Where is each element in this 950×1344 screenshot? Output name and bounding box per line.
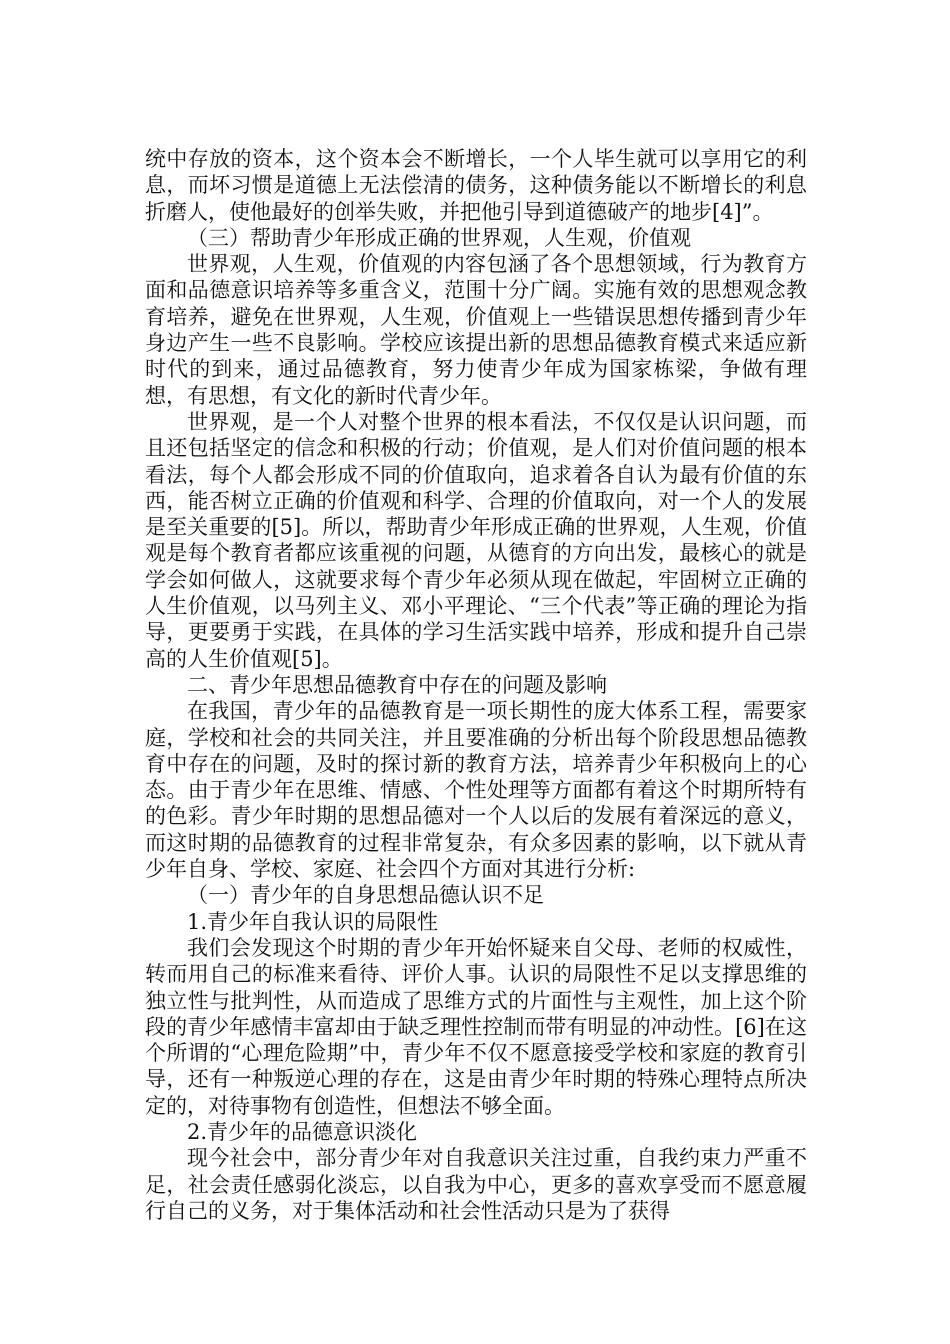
- subheading-self-cognition-limits: 1.青少年自我认识的局限性: [187, 909, 439, 934]
- paragraph-worldview-detail: 世界观，是一个人对整个世界的根本看法，不仅仅是认识问题，而且还包括坚定的信念和积极的行动；价值观，是人们对价值问题的根本看法，每个人都会形成不同的价值取向，追求着各自认为最有价值的东西，能否树立正确的价值观和科学、合理的价值取向，对一个人的发展是至关重要的[5]。所以，帮助青少年形成正确的世界观，人生观，价值观是每个教育者都应该重视的问题，从德育的方向出发，最核心的就是学会如何做人，这就要求每个青少年必须从现在做起，牢固树立正确的人生价值观，以马列主义、邓小平理论、“三个代表”等正确的理论为指导，更要勇于实践，在具体的学习生活实践中培养，形成和提升自己崇高的人生价值观[5]。: [145, 409, 807, 671]
- subheading-moral-awareness: 2.青少年的品德意识淡化: [187, 1119, 418, 1144]
- document-body: [145, 146, 807, 1224]
- paragraph-worldview-intro: 世界观，人生观，价值观的内容包涵了各个思想领域，行为教育方面和品德意识培养等多重含义，范围十分广阔。实施有效的思想观念教育培养，避免在世界观，人生观，价值观上一些错误思想传播到青少年身边产生一些不良影响。学校应该提出新的思想品德教育模式来适应新时代的到来，通过品德教育，努力使青少年成为国家栋梁，争做有理想，有思想，有文化的新时代青少年。: [145, 252, 807, 408]
- paragraph-continuation: 统中存放的资本，这个资本会不断增长，一个人毕生就可以享用它的利息，而坏习惯是道德上无法偿清的债务，这种债务能以不断增长的利息折磨人，使他最好的创举失败，并把他引导到道德破产的地步[4]”。: [145, 147, 807, 224]
- paragraph-moral-awareness: 现今社会中，部分青少年对自我意识关注过重，自我约束力严重不足，社会责任感弱化淡忘，以自我为中心，更多的喜欢享受而不愿意履行自己的义务，对于集体活动和社会性活动只是为了获得: [145, 1146, 807, 1223]
- paragraph-problems-intro: 在我国，青少年的品德教育是一项长期性的庞大体系工程，需要家庭，学校和社会的共同关注，并且要准确的分析出每个阶段思想品德教育中存在的问题，及时的探讨新的教育方法，培养青少年积极向上的心态。由于青少年在思维、情感、个性处理等方面都有着这个时期所特有的色彩。青少年时期的思想品德对一个人以后的发展有着深远的意义，而这时期的品德教育的过程非常复杂，有众多因素的影响，以下就从青少年自身、学校、家庭、社会四个方面对其进行分析:: [145, 699, 807, 882]
- subsection-heading-self-awareness: （一）青少年的自身思想品德认识不足: [187, 883, 544, 908]
- section-heading-problems: 二、青少年思想品德教育中存在的问题及影响: [187, 672, 607, 697]
- section-heading-worldview: （三）帮助青少年形成正确的世界观，人生观，价值观: [187, 225, 691, 250]
- paragraph-self-cognition: 我们会发现这个时期的青少年开始怀疑来自父母、老师的权威性，转而用自己的标准来看待、评价人事。认识的局限性不足以支撑思维的独立性与批判性，从而造成了思维方式的片面性与主观性，加上这个阶段的青少年感情丰富却由于缺乏理性控制而带有明显的冲动性。[6]在这个所谓的“心理危险期”中，青少年不仅不愿意接受学校和家庭的教育引导，还有一种叛逆心理的存在，这是由青少年时期的特殊心理特点所决定的，对待事物有创造性，但想法不够全面。: [145, 935, 807, 1118]
